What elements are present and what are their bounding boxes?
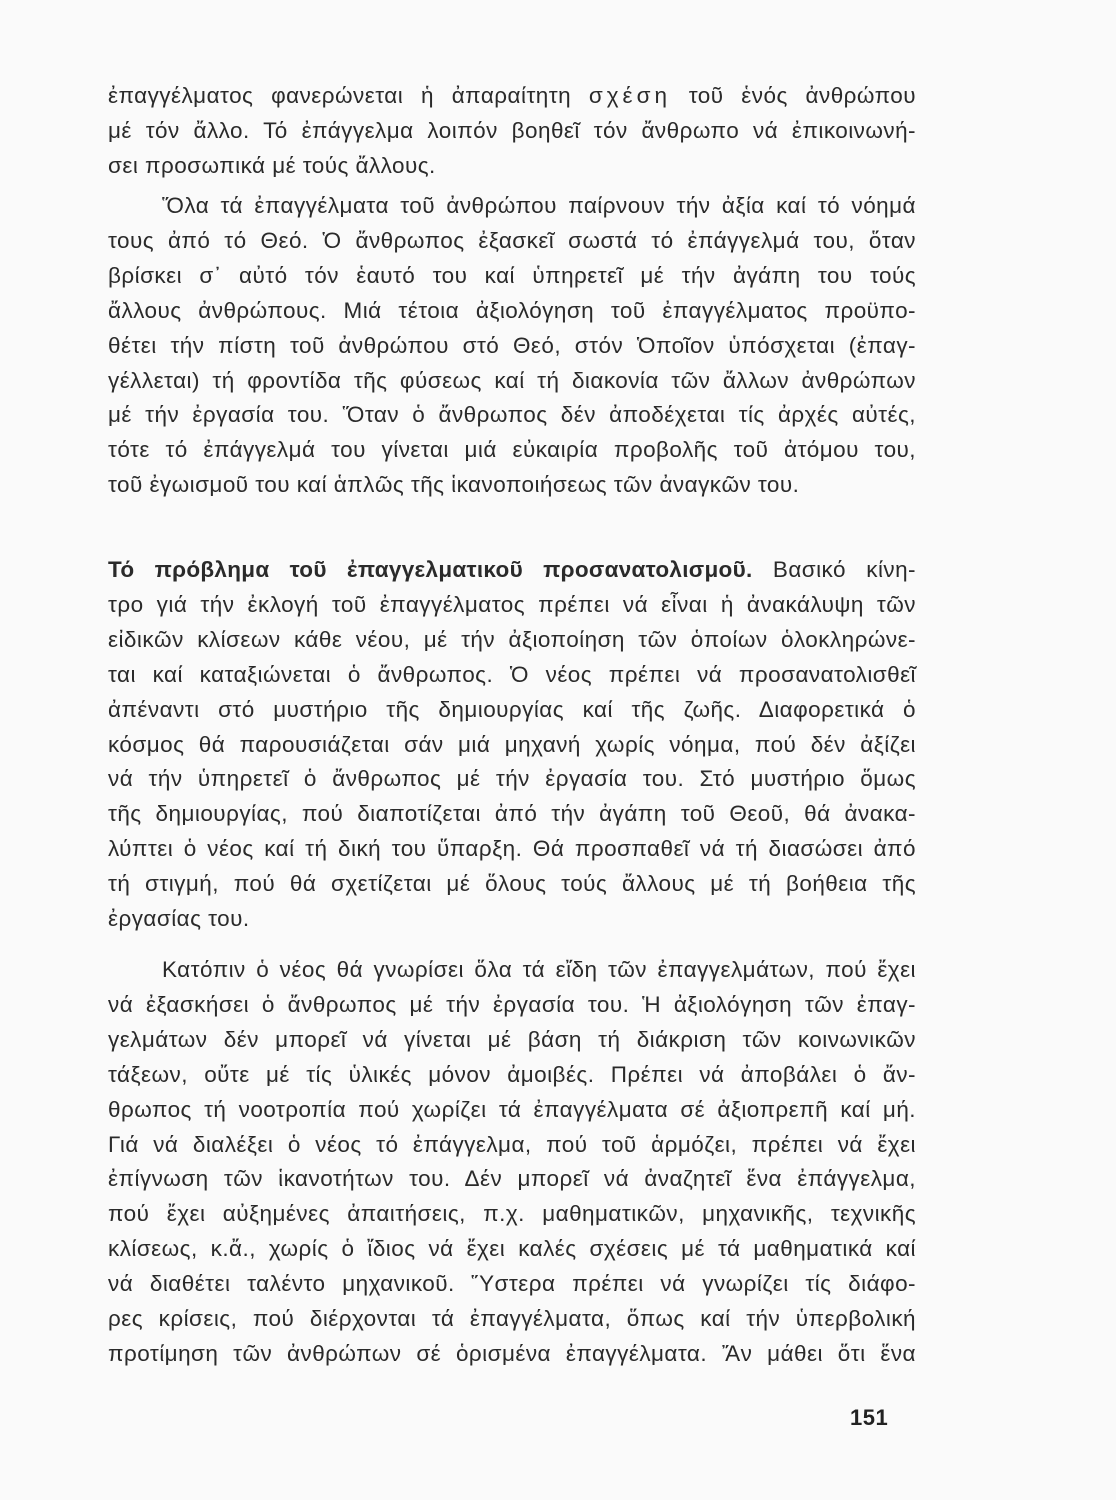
text-line: θέτει τήν πίστη τοῦ ἀνθρώπου στό Θεό, στόν Ὁποῖον ὑπόσχεται (ἐπαγ- — [108, 332, 916, 358]
text-line: βρίσκει σ᾿ αὐτό τόν ἑαυτό του καί ὑπηρετεῖ μέ τήν ἀγάπη του τούς — [108, 262, 916, 288]
text-line: ἀπέναντι στό μυστήριο τῆς δημιουργίας καί τῆς ζωῆς. Διαφορετικά ὁ — [108, 696, 916, 722]
text-line: ἐπαγγέλματος φανερώνεται ἡ ἀπαραίτητη σχέση τοῦ ἑνός ἀνθρώπου — [108, 83, 916, 108]
text-line: ται καί καταξιώνεται ὁ ἄνθρωπος. Ὁ νέος πρέπει νά προσανατολισθεῖ — [108, 661, 916, 687]
text-line: τῆς δημιουργίας, πού διαποτίζεται ἀπό τήν ἀγάπη τοῦ Θεοῦ, θά ἀνακα- — [108, 801, 916, 827]
text-line: γελμάτων δέν μπορεῖ νά γίνεται μέ βάση τή διάκριση τῶν κοινωνικῶν — [108, 1026, 916, 1052]
text-line: Τό πρόβλημα τοῦ ἐπαγγελματικοῦ προσανατολισμοῦ. Βασικό κίνη- — [108, 557, 917, 582]
text-line: ἐπίγνωση τῶν ἱκανοτήτων του. Δέν μπορεῖ νά ἀναζητεῖ ἕνα ἐπάγγελμα, — [108, 1166, 916, 1192]
text-line: μέ τόν ἄλλο. Τό ἐπάγγελμα λοιπόν βοηθεῖ τόν ἄνθρωπο νά ἐπικοινωνή- — [108, 117, 916, 143]
text-line: Γιά νά διαλέξει ὁ νέος τό ἐπάγγελμα, πού τοῦ ἁρμόζει, πρέπει νά ἔχει — [108, 1131, 916, 1157]
paragraph-4 — [108, 953, 916, 1372]
text-line: τή στιγμή, πού θά σχετίζεται μέ ὅλους τούς ἄλλους μέ τή βοήθεια τῆς — [108, 871, 916, 897]
text-line: πού ἔχει αὐξημένες ἀπαιτήσεις, π.χ. μαθηματικῶν, μηχανικῆς, τεχνικῆς — [108, 1201, 916, 1227]
paragraph-3 — [108, 553, 916, 937]
text-line: κόσμος θά παρουσιάζεται σάν μιά μηχανή χωρίς νόημα, πού δέν ἀξίζει — [108, 731, 916, 757]
text-line: μέ τήν ἐργασία του. Ὅταν ὁ ἄνθρωπος δέν ἀποδέχεται τίς ἀρχές αὐτές, — [108, 402, 916, 428]
text-line: γέλλεται) τή φροντίδα τῆς φύσεως καί τή διακονία τῶν ἄλλων ἀνθρώπων — [108, 367, 916, 393]
text-line: τάξεων, οὔτε μέ τίς ὑλικές μόνον ἀμοιβές. Πρέπει νά ἀποβάλει ὁ ἄν- — [108, 1061, 916, 1087]
text-line: τους ἀπό τό Θεό. Ὁ ἄνθρωπος ἐξασκεῖ σωστά τό ἐπάγγελμά του, ὅταν — [108, 227, 916, 253]
text-line: λύπτει ὁ νέος καί τή δική του ὕπαρξη. Θά προσπαθεῖ νά τή διασώσει ἀπό — [108, 836, 916, 862]
text-line: θρωπος τή νοοτροπία πού χωρίζει τά ἐπαγγέλματα σέ ἀξιοπρεπῆ καί μή. — [108, 1096, 916, 1122]
text-line: κλίσεως, κ.ἄ., χωρίς ὁ ἴδιος νά ἔχει καλές σχέσεις μέ τά μαθηματικά καί — [108, 1236, 916, 1262]
text-line: νά ἐξασκήσει ὁ ἄνθρωπος μέ τήν ἐργασία του. Ἡ ἀξιολόγηση τῶν ἐπαγ- — [108, 991, 916, 1017]
text-line: προτίμηση τῶν ἀνθρώπων σέ ὁρισμένα ἐπαγγέλματα. Ἄν μάθει ὅτι ἕνα — [108, 1340, 916, 1366]
text-line: νά διαθέτει ταλέντο μηχανικοῦ. Ὕστερα πρέπει νά γνωρίζει τίς διάφο- — [108, 1271, 916, 1297]
text-line: τρο γιά τήν ἐκλογή τοῦ ἐπαγγέλματος πρέπει νά εἶναι ἡ ἀνακάλυψη τῶν — [108, 591, 916, 617]
text-line: τοῦ ἐγωισμοῦ του καί ἁπλῶς τῆς ἱκανοποιήσεως τῶν ἀναγκῶν του. — [108, 472, 800, 498]
text-line: Κατόπιν ὁ νέος θά γνωρίσει ὅλα τά εἴδη τῶν ἐπαγγελμάτων, πού ἔχει — [162, 957, 916, 982]
text-line: σει προσωπικά μέ τούς ἄλλους. — [108, 152, 436, 178]
section-heading: Τό πρόβλημα τοῦ ἐπαγγελματικοῦ προσανατολισμοῦ. — [108, 557, 753, 582]
paragraph-2 — [108, 189, 916, 503]
page-number: 151 — [850, 1405, 889, 1430]
text-line: ρες κρίσεις, πού διέρχονται τά ἐπαγγέλματα, ὅπως καί τήν ὑπερβολική — [108, 1306, 916, 1332]
text-line: ἄλλους ἀνθρώπους. Μιά τέτοια ἀξιολόγηση τοῦ ἐπαγγέλματος προϋπο- — [108, 297, 916, 323]
text-line: τότε τό ἐπάγγελμά του γίνεται μιά εὐκαιρία προβολῆς τοῦ ἀτόμου του, — [108, 437, 916, 463]
text-line: Ὅλα τά ἐπαγγέλματα τοῦ ἀνθρώπου παίρνουν τήν ἀξία καί τό νόημά — [162, 193, 916, 218]
text-line: εἰδικῶν κλίσεων κάθε νέου, μέ τήν ἀξιοποίηση τῶν ὁποίων ὁλοκληρώνε- — [108, 626, 916, 652]
text-line: ἐργασίας του. — [108, 906, 250, 932]
paragraph-1 — [108, 79, 916, 184]
text-line: νά τήν ὑπηρετεῖ ὁ ἄνθρωπος μέ τήν ἐργασία του. Στό μυστήριο ὅμως — [108, 766, 916, 792]
